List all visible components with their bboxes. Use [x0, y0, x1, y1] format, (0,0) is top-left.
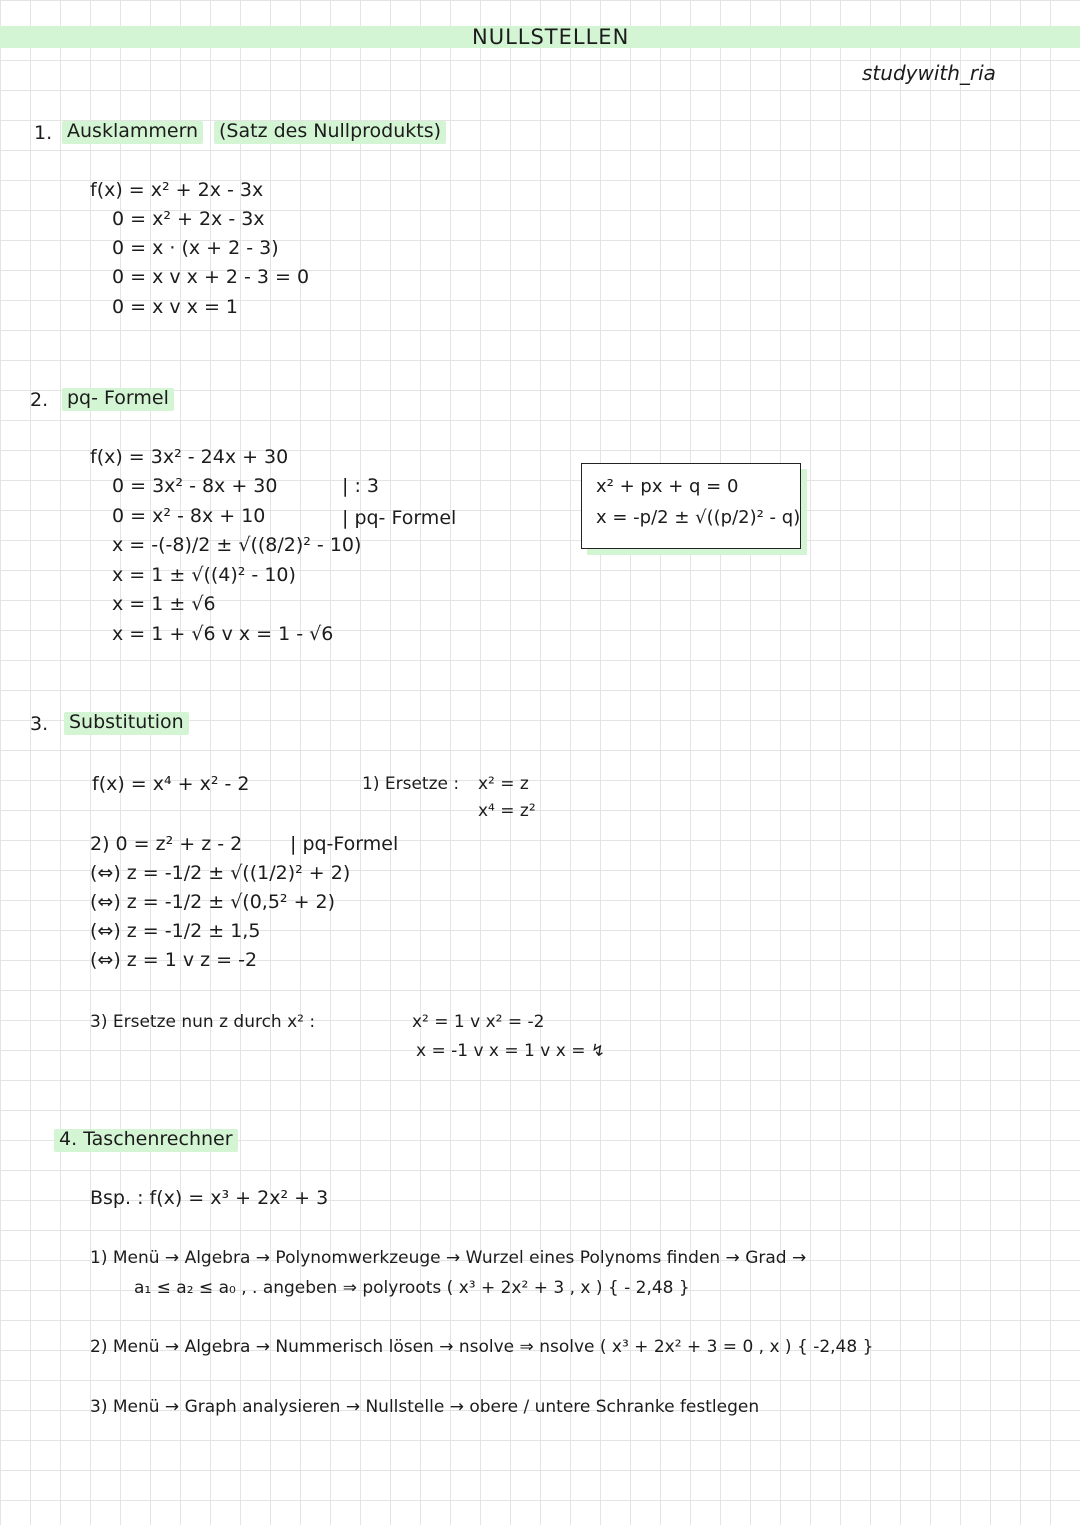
section3-step3-line2: x = -1 v x = 1 v x = ↯: [416, 1041, 606, 1061]
section4-step1-line2: a₁ ≤ a₂ ≤ a₀ , . angeben ⇒ polyroots ( x³ + 2x² + 3 , x ) { - 2,48 }: [134, 1278, 690, 1298]
section2-line: x = 1 ± √((4)² - 10): [112, 564, 296, 586]
section3-step2-line: 2) 0 = z² + z - 2: [90, 833, 243, 855]
section2-heading: pq- Formel: [62, 388, 174, 411]
pq-formula-line1: x² + px + q = 0: [596, 476, 739, 497]
section1-heading: Ausklammern: [62, 121, 203, 144]
section3-heading: Substitution: [64, 712, 189, 735]
page-title: NULLSTELLEN: [472, 25, 630, 49]
section3-number: 3.: [30, 713, 49, 735]
section3-step1-label: 1) Ersetze :: [362, 774, 460, 794]
section4-number: 4.: [59, 1128, 78, 1150]
section2-line: x = 1 ± √6: [112, 593, 216, 615]
section4-example: Bsp. : f(x) = x³ + 2x² + 3: [90, 1187, 329, 1209]
section2-line: 0 = x² - 8x + 10: [112, 505, 266, 527]
section4-step1-line1: 1) Menü → Algebra → Polynomwerkzeuge → Wurzel eines Polynoms finden → Grad →: [90, 1248, 807, 1268]
section3-step1-b: x⁴ = z²: [478, 801, 536, 821]
section4-step2: 2) Menü → Algebra → Nummerisch lösen → nsolve ⇒ nsolve ( x³ + 2x² + 3 = 0 , x ) { -2,48 }: [90, 1337, 874, 1357]
section3-step2-line: (⇔) z = -1/2 ± √((1/2)² + 2): [90, 862, 351, 884]
section3-function: f(x) = x⁴ + x² - 2: [92, 773, 250, 795]
pq-formula-line2: x = -p/2 ± √((p/2)² - q): [596, 507, 801, 528]
section3-step1-a: x² = z: [478, 774, 529, 794]
section1-line: 0 = x v x = 1: [112, 296, 238, 318]
section3-step2-line: (⇔) z = -1/2 ± √(0,5² + 2): [90, 891, 336, 913]
section2-line: x = 1 + √6 v x = 1 - √6: [112, 623, 334, 645]
section1-number: 1.: [34, 122, 53, 144]
section3-step2-line: (⇔) z = 1 v z = -2: [90, 949, 258, 971]
section2-number: 2.: [30, 389, 49, 411]
author-signature: studywith_ria: [862, 61, 996, 85]
section2-line: f(x) = 3x² - 24x + 30: [90, 446, 289, 468]
section4-heading-block: [54, 1129, 238, 1152]
section2-note-divide: | : 3: [342, 475, 379, 497]
section2-note-pq: | pq- Formel: [342, 507, 457, 529]
section3-step2-line: (⇔) z = -1/2 ± 1,5: [90, 920, 261, 942]
section4-step3: 3) Menü → Graph analysieren → Nullstelle → obere / untere Schranke festlegen: [90, 1397, 760, 1417]
section1-line: 0 = x² + 2x - 3x: [112, 208, 265, 230]
section3-step3-label: 3) Ersetze nun z durch x² :: [90, 1012, 316, 1032]
section4-heading: Taschenrechner: [83, 1128, 233, 1150]
section3-step2-note: | pq-Formel: [290, 833, 399, 855]
section3-step3-line1: x² = 1 v x² = -2: [412, 1012, 545, 1032]
section1-subtitle: (Satz des Nullprodukts): [214, 121, 446, 144]
pq-formula-box: [581, 463, 801, 549]
section1-line: 0 = x · (x + 2 - 3): [112, 237, 279, 259]
section2-line: x = -(-8)/2 ± √((8/2)² - 10): [112, 534, 362, 556]
section1-line: 0 = x v x + 2 - 3 = 0: [112, 266, 310, 288]
section2-line: 0 = 3x² - 8x + 30: [112, 475, 278, 497]
section1-line: f(x) = x² + 2x - 3x: [90, 179, 264, 201]
